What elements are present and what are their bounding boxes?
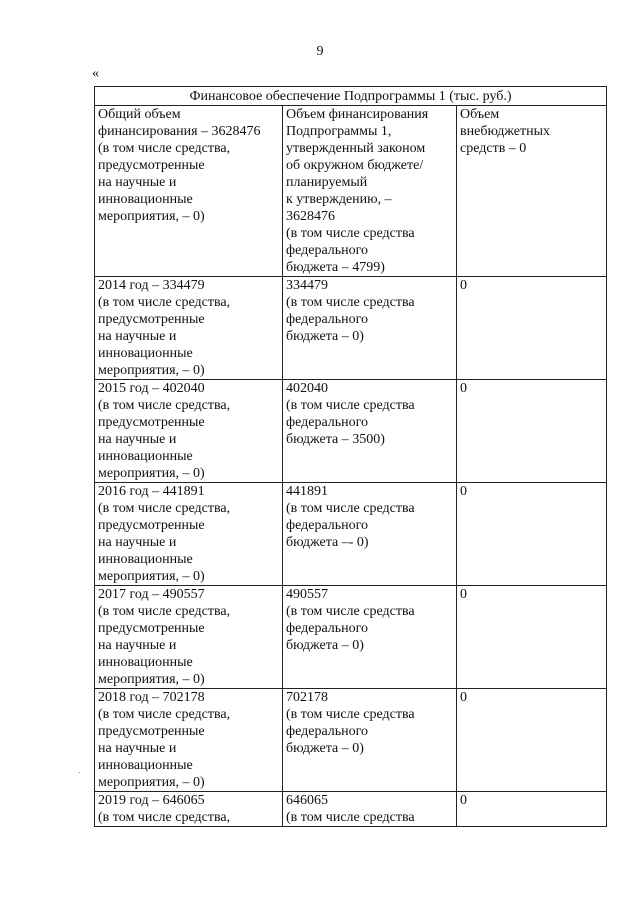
header-total-financing: Общий объем финансирования – 3628476 (в том числе средства, предусмотренные на научные и инновационные мероприятия, – 0) [95, 106, 283, 277]
table-row [95, 689, 607, 792]
header-program-financing: Объем финансирования Подпрограммы 1, утвержденный законом об окружном бюджете/ планируемый к утверждению, – 3628476 (в том числе средства федерального бюджета – 4799) [283, 106, 457, 277]
cell-program-amount: 646065 (в том числе средства [283, 792, 457, 827]
opening-quote-mark: « [92, 66, 99, 81]
table-row [95, 586, 607, 689]
table-row [95, 277, 607, 380]
cell-extrabudgetary: 0 [457, 689, 607, 792]
table-row [95, 483, 607, 586]
cell-program-amount: 402040 (в том числе средства федерального бюджета – 3500) [283, 380, 457, 483]
header-extrabudgetary: Объем внебюджетных средств – 0 [457, 106, 607, 277]
table-title-row [95, 87, 607, 106]
cell-program-amount: 334479 (в том числе средства федерального бюджета – 0) [283, 277, 457, 380]
cell-year-total: 2018 год – 702178 (в том числе средства, предусмотренные на научные и инновационные мероприятия, – 0) [95, 689, 283, 792]
table-row [95, 380, 607, 483]
cell-year-total: 2019 год – 646065 (в том числе средства, [95, 792, 283, 827]
table-header-row [95, 106, 607, 277]
cell-program-amount: 490557 (в том числе средства федерального бюджета – 0) [283, 586, 457, 689]
cell-year-total: 2017 год – 490557 (в том числе средства, предусмотренные на научные и инновационные мероприятия, – 0) [95, 586, 283, 689]
cell-year-total: 2014 год – 334479 (в том числе средства, предусмотренные на научные и инновационные мероприятия, – 0) [95, 277, 283, 380]
cell-extrabudgetary: 0 [457, 586, 607, 689]
cell-program-amount: 702178 (в том числе средства федерального бюджета – 0) [283, 689, 457, 792]
table-title: Финансовое обеспечение Подпрограммы 1 (тыс. руб.) [95, 87, 607, 106]
table-row [95, 792, 607, 827]
cell-program-amount: 441891 (в том числе средства федерального бюджета –- 0) [283, 483, 457, 586]
page-number: 9 [316, 44, 324, 59]
cell-extrabudgetary: 0 [457, 792, 607, 827]
scan-speck [79, 772, 80, 773]
cell-extrabudgetary: 0 [457, 483, 607, 586]
financing-table [94, 86, 607, 827]
cell-year-total: 2015 год – 402040 (в том числе средства, предусмотренные на научные и инновационные мероприятия, – 0) [95, 380, 283, 483]
cell-extrabudgetary: 0 [457, 380, 607, 483]
cell-extrabudgetary: 0 [457, 277, 607, 380]
cell-year-total: 2016 год – 441891 (в том числе средства, предусмотренные на научные и инновационные мероприятия, – 0) [95, 483, 283, 586]
